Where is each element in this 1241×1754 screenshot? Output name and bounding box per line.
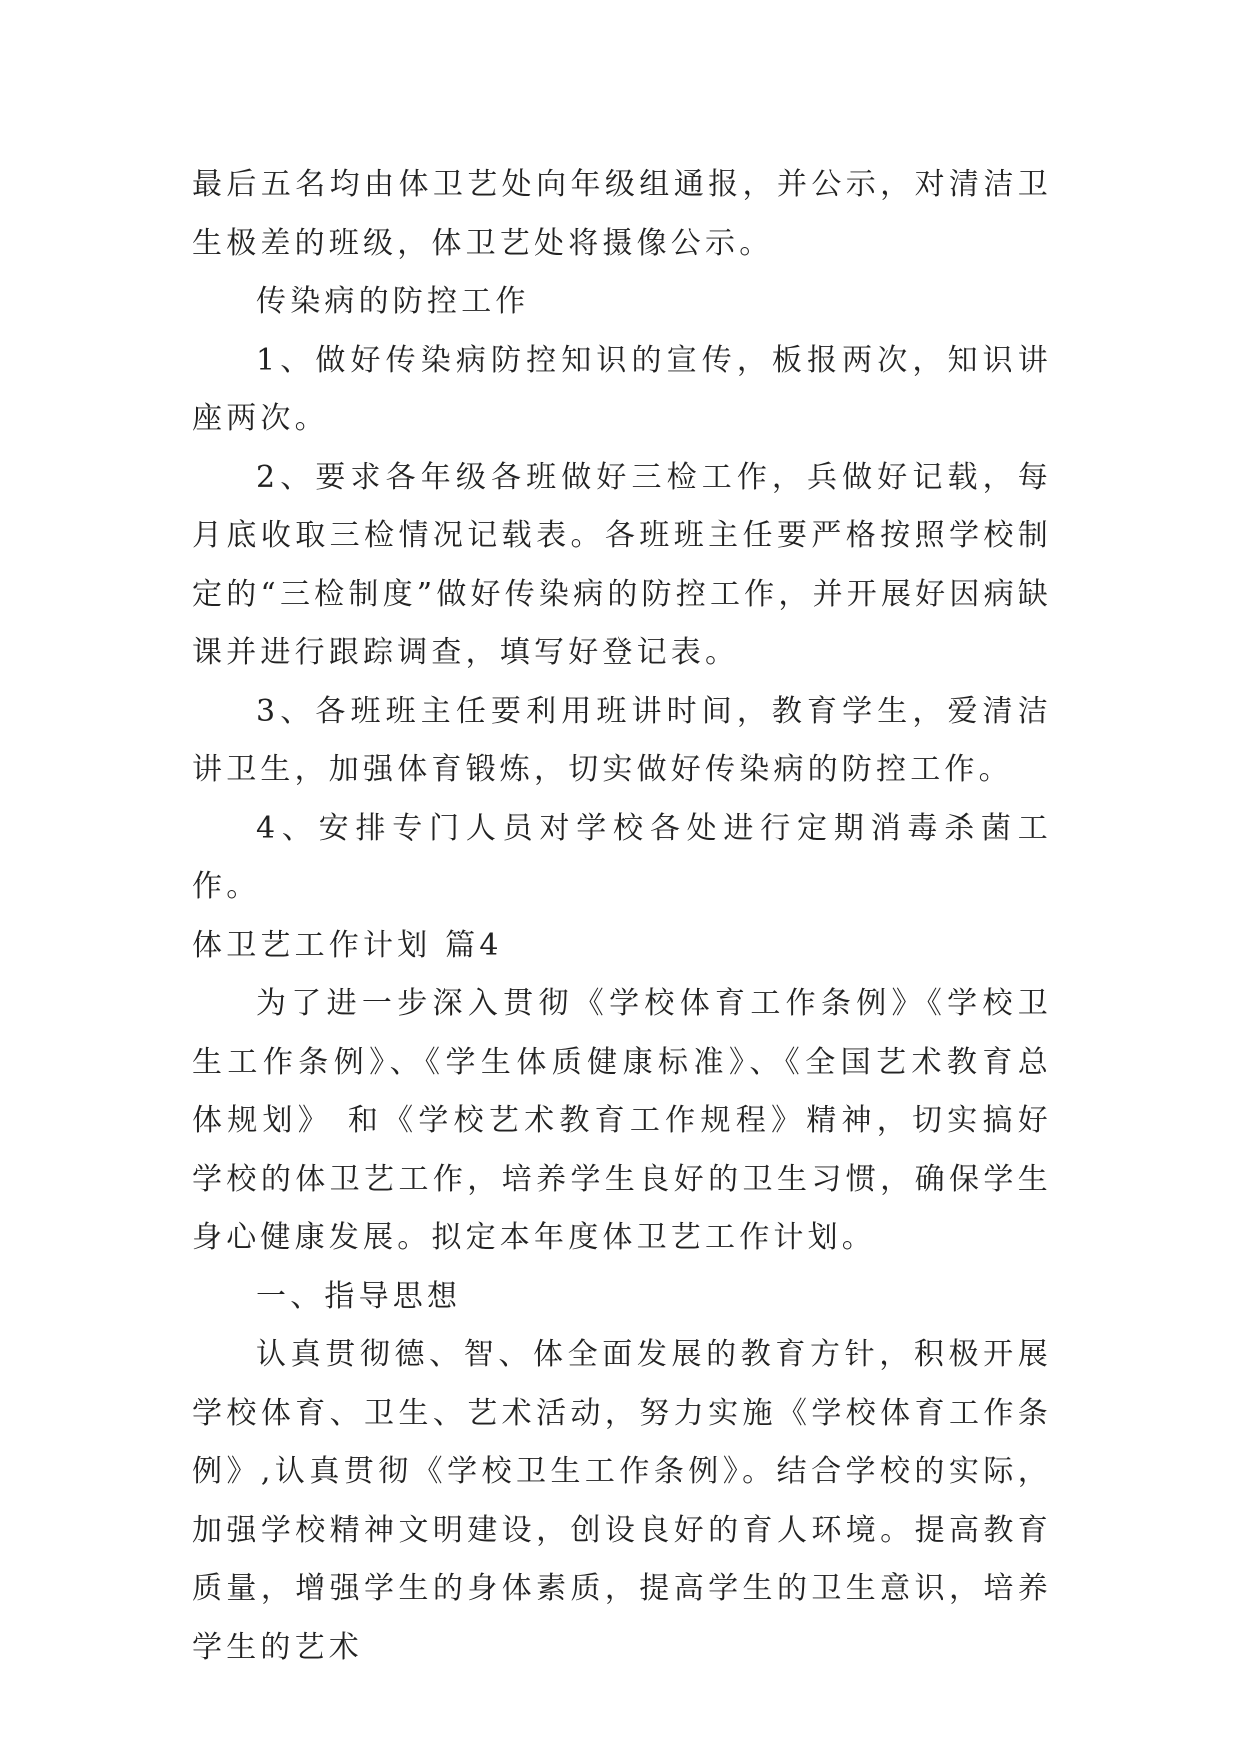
paragraph-item-4: 4、安排专门人员对学校各处进行定期消毒杀菌工作。 (192, 810, 1052, 904)
paragraph-item-3: 3、各班班主任要利用班讲时间，教育学生，爱清洁讲卫生，加强体育锻炼，切实做好传染病的防控工作。 (192, 693, 1052, 787)
document-section-title: 体卫艺工作计划 篇4 (192, 927, 503, 963)
paragraph-item-2: 2、要求各年级各班做好三检工作，兵做好记载，每月底收取三检情况记载表。各班班主任要严格按照学校制定的“三检制度”做好传染病的防控工作，并开展好因病缺课并进行跟踪调查，填写好登记表。 (192, 459, 1052, 670)
paragraph-hygiene-ranking: 最后五名均由体卫艺处向年级组通报，并公示，对清洁卫生极差的班级，体卫艺处将摄像公示。 (192, 167, 1052, 261)
paragraph-item-1: 1、做好传染病防控知识的宣传，板报两次，知识讲座两次。 (192, 342, 1052, 436)
section-heading-disease-control: 传染病的防控工作 (256, 284, 530, 319)
paragraph-introduction: 为了进一步深入贯彻《学校体育工作条例》《学校卫生工作条例》、《学生体质健康标准》、《全国艺术教育总体规划》 和《学校艺术教育工作规程》精神，切实搞好学校的体卫艺工作，培养学生良好的卫生习惯，确保学生身心健康发展。拟定本年度体卫艺工作计划。 (192, 986, 1052, 1255)
section-heading-guiding-ideology: 一、指导思想 (256, 1278, 462, 1314)
document-body (192, 156, 1052, 1677)
paragraph-guiding-ideology: 认真贯彻德、智、体全面发展的教育方针，积极开展学校体育、卫生、艺术活动，努力实施《学校体育工作条例》,认真贯彻《学校卫生工作条例》。结合学校的实际，加强学校精神文明建设，创设良好的育人环境。提高教育质量，增强学生的身体素质，提高学生的卫生意识，培养学生的艺术 (192, 1337, 1052, 1665)
